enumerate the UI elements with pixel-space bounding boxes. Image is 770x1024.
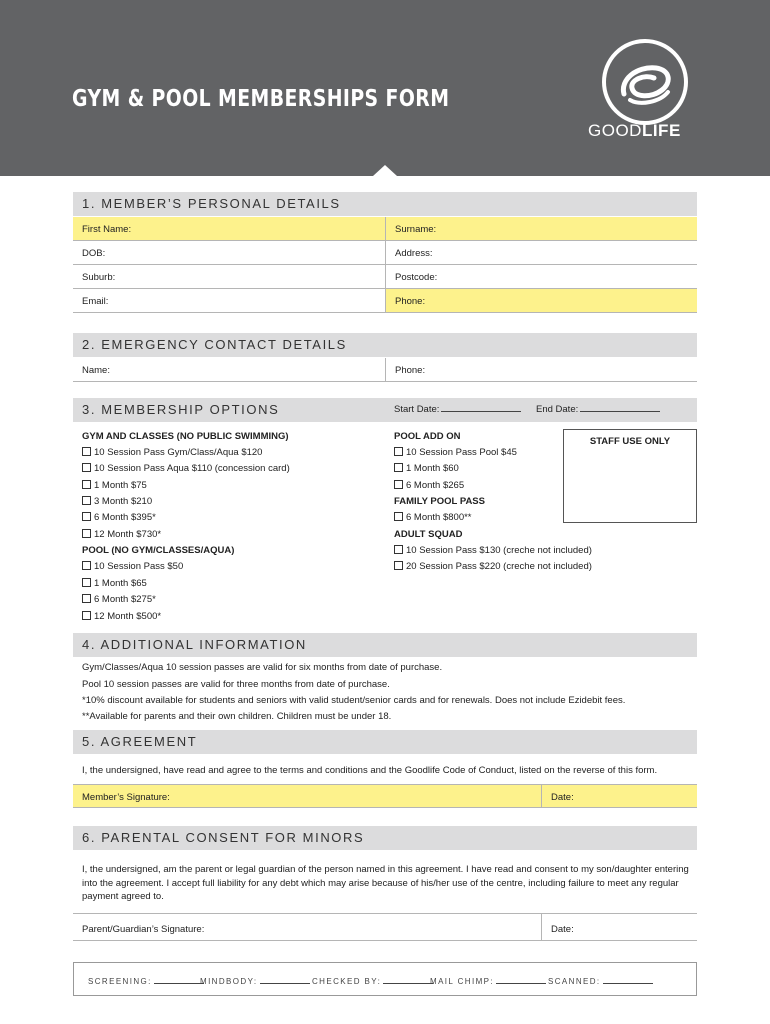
gym-option[interactable]: 3 Month $210 — [82, 496, 152, 507]
checkbox-icon[interactable] — [82, 512, 91, 521]
parental-date-field[interactable]: Date: — [541, 914, 697, 940]
checkbox-icon[interactable] — [82, 594, 91, 603]
personal-row-suburb — [73, 265, 697, 289]
phone-field[interactable]: Phone: — [385, 289, 697, 312]
adult-squad-heading: ADULT SQUAD — [394, 529, 463, 540]
gym-option[interactable]: 10 Session Pass Gym/Class/Aqua $120 — [82, 447, 262, 458]
checkbox-icon[interactable] — [394, 463, 403, 472]
personal-row-email — [73, 289, 697, 313]
gym-classes-heading: GYM AND CLASSES (NO PUBLIC SWIMMING) — [82, 431, 289, 442]
pool-addon-heading: POOL ADD ON — [394, 431, 461, 442]
section-parental-title: 6. PARENTAL CONSENT FOR MINORS — [73, 826, 697, 850]
additional-info-line: Pool 10 session passes are valid for three months from date of purchase. — [82, 679, 390, 690]
first-name-field[interactable]: First Name: — [82, 224, 132, 235]
surname-field[interactable]: Surname: — [385, 217, 697, 240]
header-notch — [373, 165, 397, 176]
checkbox-icon[interactable] — [82, 463, 91, 472]
checkbox-icon[interactable] — [394, 447, 403, 456]
header-banner — [0, 0, 770, 176]
scanned-field[interactable]: SCANNED: — [548, 977, 653, 986]
pool-addon-option[interactable]: 1 Month $60 — [394, 463, 459, 474]
form-title: GYM & POOL MEMBERSHIPS FORM — [72, 86, 450, 112]
family-pool-heading: FAMILY POOL PASS — [394, 496, 485, 507]
agreement-signature-row — [73, 784, 697, 808]
pool-addon-option[interactable]: 6 Month $265 — [394, 480, 464, 491]
pool-option[interactable]: 12 Month $500* — [82, 611, 161, 622]
checkbox-icon[interactable] — [82, 561, 91, 570]
checked-by-field[interactable]: CHECKED BY: — [312, 977, 433, 986]
gym-option[interactable]: 1 Month $75 — [82, 480, 147, 491]
staff-use-box — [563, 429, 697, 523]
emergency-name-field[interactable]: Name: — [82, 365, 110, 376]
mindbody-field[interactable]: MINDBODY: — [200, 977, 310, 986]
pool-option[interactable]: 6 Month $275* — [82, 594, 156, 605]
screening-field[interactable]: SCREENING: — [88, 977, 204, 986]
checkbox-icon[interactable] — [82, 496, 91, 505]
dob-field[interactable]: DOB: — [82, 248, 106, 259]
checkbox-icon[interactable] — [394, 512, 403, 521]
pool-heading: POOL (NO GYM/CLASSES/AQUA) — [82, 545, 235, 556]
parental-consent-text: I, the undersigned, am the parent or legal guardian of the person named in this agreement. I have read and consent to my son/daughter entering into the agreement. I accept full liability for any debt which may arise because of his/her use of the centre, including failure to meet any regular payment agreed to. — [82, 864, 689, 902]
section-emergency-title: 2. EMERGENCY CONTACT DETAILS — [73, 333, 697, 357]
goodlife-logo-text: GOODLIFE — [588, 121, 681, 140]
personal-row-dob — [73, 241, 697, 265]
adult-squad-option[interactable]: 10 Session Pass $130 (creche not included) — [394, 545, 592, 556]
parental-signature-row — [73, 913, 697, 941]
email-field[interactable]: Email: — [82, 296, 109, 307]
staff-use-label: STAFF USE ONLY — [589, 436, 671, 447]
goodlife-swirl-icon — [616, 56, 676, 112]
mail-chimp-field[interactable]: MAIL CHIMP: — [430, 977, 546, 986]
section-membership-title: 3. MEMBERSHIP OPTIONS Start Date: End Date: — [73, 398, 697, 422]
family-pool-option[interactable]: 6 Month $800** — [394, 512, 472, 523]
address-field[interactable]: Address: — [385, 241, 697, 264]
office-use-footer — [73, 962, 697, 996]
additional-info-line: *10% discount available for students and seniors with valid student/senior cards and for renewals. Does not include Ezidebit fees. — [82, 695, 626, 706]
agreement-text: I, the undersigned, have read and agree to the terms and conditions and the Goodlife Code of Conduct, listed on the reverse of this form. — [82, 765, 658, 776]
parent-signature-field[interactable]: Parent/Guardian’s Signature: — [82, 924, 205, 935]
pool-addon-option[interactable]: 10 Session Pass Pool $45 — [394, 447, 517, 458]
checkbox-icon[interactable] — [394, 480, 403, 489]
end-date-field[interactable]: End Date: — [536, 404, 660, 415]
section-agreement-title: 5. AGREEMENT — [73, 730, 697, 754]
member-signature-field[interactable]: Member’s Signature: — [82, 792, 170, 803]
checkbox-icon[interactable] — [394, 561, 403, 570]
postcode-field[interactable]: Postcode: — [385, 265, 697, 288]
emergency-phone-field[interactable]: Phone: — [385, 358, 697, 381]
gym-option[interactable]: 6 Month $395* — [82, 512, 156, 523]
start-date-field[interactable]: Start Date: — [394, 404, 521, 415]
section-personal-details-title: 1. MEMBER’S PERSONAL DETAILS — [73, 192, 697, 216]
section-additional-title: 4. ADDITIONAL INFORMATION — [73, 633, 697, 657]
additional-info-line: **Available for parents and their own children. Children must be under 18. — [82, 711, 392, 722]
pool-option[interactable]: 10 Session Pass $50 — [82, 561, 183, 572]
agreement-date-field[interactable]: Date: — [541, 785, 697, 807]
checkbox-icon[interactable] — [82, 480, 91, 489]
suburb-field[interactable]: Suburb: — [82, 272, 116, 283]
pool-option[interactable]: 1 Month $65 — [82, 578, 147, 589]
checkbox-icon[interactable] — [394, 545, 403, 554]
gym-option[interactable]: 10 Session Pass Aqua $110 (concession card) — [82, 463, 290, 474]
checkbox-icon[interactable] — [82, 578, 91, 587]
checkbox-icon[interactable] — [82, 529, 91, 538]
emergency-row — [73, 358, 697, 382]
additional-info-line: Gym/Classes/Aqua 10 session passes are valid for six months from date of purchase. — [82, 662, 443, 673]
checkbox-icon[interactable] — [82, 611, 91, 620]
adult-squad-option[interactable]: 20 Session Pass $220 (creche not included) — [394, 561, 592, 572]
gym-option[interactable]: 12 Month $730* — [82, 529, 161, 540]
personal-row-name — [73, 217, 697, 241]
checkbox-icon[interactable] — [82, 447, 91, 456]
